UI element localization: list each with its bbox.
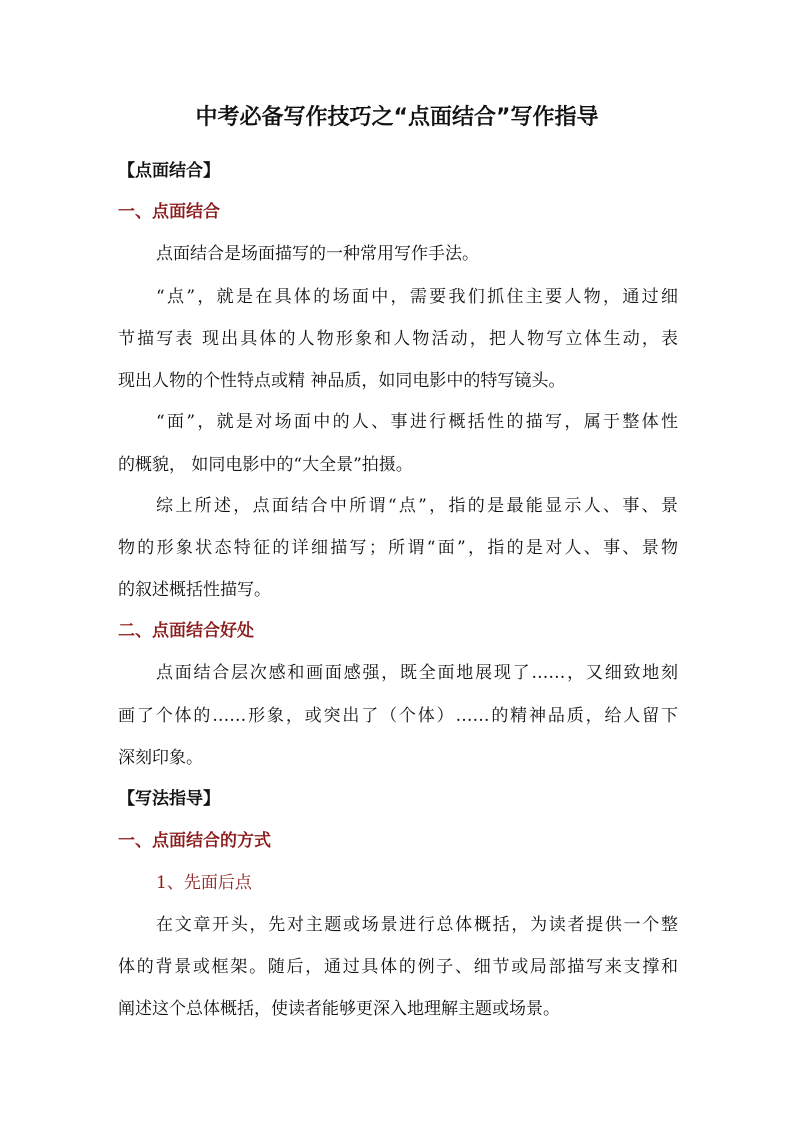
paragraph-line: 的概貌， 如同电影中的“大全景”拍摄。 [118,455,413,475]
paragraph-line: 体的背景或框架。随后，通过具体的例子、细节或局部描写来支撑和 [118,957,678,977]
paragraph-line: 在文章开头，先对主题或场景进行总体概括，为读者提供一个整 [156,915,678,935]
paragraph-line: 现出人物的个性特点或精 神品质，如同电影中的特写镜头。 [118,371,566,391]
heading-dianmian-haochu: 二、点面结合好处 [118,621,254,641]
paragraph-line: 综上所述，点面结合中所谓“点”，指的是最能显示人、事、景 [156,496,678,516]
paragraph-line: “点”，就是在具体的场面中，需要我们抓住主要人物，通过细 [156,287,678,307]
paragraph-line: 阐述这个总体概括，使读者能够更深入地理解主题或场景。 [118,999,560,1019]
paragraph-line: 点面结合是场面描写的一种常用写作手法。 [156,244,479,264]
heading-dianmian-jiehe: 一、点面结合 [118,202,220,222]
document-title: 中考必备写作技巧之“点面结合”写作指导 [195,105,599,130]
paragraph-line: 点面结合层次感和画面感强，既全面地展现了……，又细致地刻 [156,663,678,683]
paragraph-line: 的叙述概括性描写。 [118,580,271,600]
paragraph-line: 节描写表 现出具体的人物形象和人物活动，把人物写立体生动，表 [118,329,678,349]
paragraph-line: “面”，就是对场面中的人、事进行概括性的描写，属于整体性 [156,412,678,432]
subheading-xianmian-houdian: 1、先面后点 [156,873,252,893]
paragraph-line: 深刻印象。 [118,748,203,768]
section-label-xiefa: 【写法指导】 [118,789,220,809]
heading-fangshi: 一、点面结合的方式 [118,831,271,851]
section-label-dianmian: 【点面结合】 [118,161,220,181]
paragraph-line: 画了个体的……形象，或突出了（个体）……的精神品质，给人留下 [118,706,678,726]
paragraph-line: 物的形象状态特征的详细描写；所谓“面”，指的是对人、事、景物 [118,538,678,558]
